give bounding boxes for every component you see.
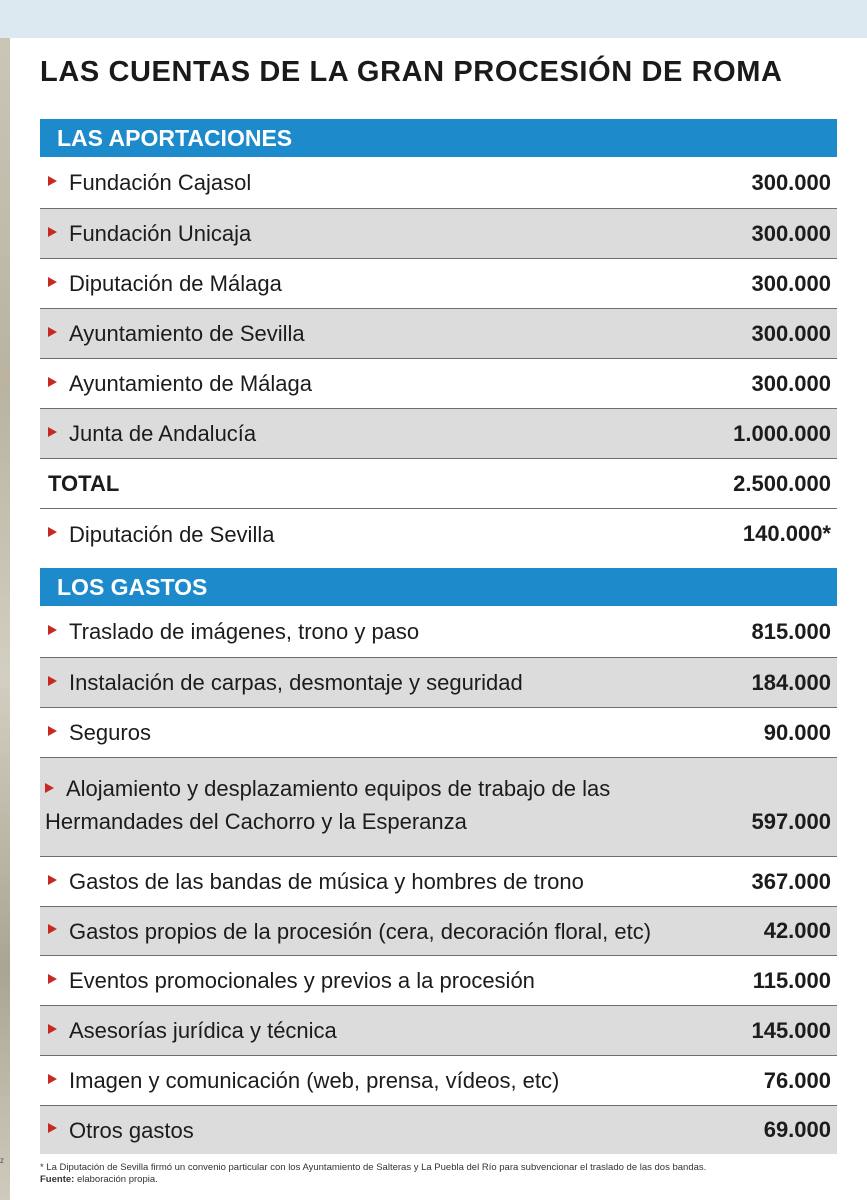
bullet-triangle-icon bbox=[48, 974, 57, 984]
table-row bbox=[40, 209, 837, 259]
bullet-triangle-icon bbox=[48, 924, 57, 934]
table-row bbox=[40, 509, 837, 559]
row-label-line2: Hermandades del Cachorro y la Esperanza bbox=[45, 809, 467, 834]
page-title: LAS CUENTAS DE LA GRAN PROCESIÓN DE ROMA bbox=[40, 56, 783, 88]
row-label: Gastos de las bandas de música y hombres de trono bbox=[69, 869, 584, 894]
total-value: 2.500.000 bbox=[733, 470, 831, 496]
adjacent-page-strip bbox=[0, 38, 10, 1200]
row-value: 597.000 bbox=[751, 809, 831, 834]
bullet-triangle-icon bbox=[48, 227, 57, 237]
row-label-line1: Alojamiento y desplazamiento equipos de trabajo de las bbox=[66, 776, 611, 801]
row-label: Fundación Cajasol bbox=[69, 170, 252, 195]
row-label: Traslado de imágenes, trono y paso bbox=[69, 619, 420, 644]
corner-mark: z bbox=[0, 1156, 4, 1165]
row-value: 300.000 bbox=[751, 270, 831, 296]
bullet-triangle-icon bbox=[48, 726, 57, 736]
table-row bbox=[40, 658, 837, 708]
bullet-triangle-icon bbox=[48, 676, 57, 686]
bullet-triangle-icon bbox=[48, 176, 57, 186]
row-value: 300.000 bbox=[751, 220, 831, 246]
row-value: 300.000 bbox=[751, 320, 831, 346]
row-value: 42.000 bbox=[763, 918, 831, 943]
row-label: Imagen y comunicación (web, prensa, vídeos, etc) bbox=[69, 1068, 560, 1093]
row-value: 300.000 bbox=[751, 169, 831, 195]
footnote-source bbox=[40, 1174, 840, 1186]
row-label: Seguros bbox=[69, 720, 151, 745]
aportaciones-table bbox=[40, 157, 837, 559]
bullet-triangle-icon bbox=[48, 1074, 57, 1084]
table-row bbox=[40, 708, 837, 758]
row-label: Ayuntamiento de Málaga bbox=[69, 371, 312, 396]
row-value: 815.000 bbox=[751, 618, 831, 644]
row-value: 300.000 bbox=[751, 370, 831, 396]
table-row bbox=[40, 606, 837, 658]
bullet-triangle-icon bbox=[48, 1024, 57, 1034]
table-row bbox=[40, 359, 837, 409]
section-header-gastos: LOS GASTOS bbox=[40, 568, 837, 606]
row-label: Gastos propios de la procesión (cera, decoración floral, etc) bbox=[69, 918, 652, 944]
table-row bbox=[40, 309, 837, 359]
footnote bbox=[40, 1162, 840, 1186]
bullet-triangle-icon bbox=[48, 327, 57, 337]
row-value: 367.000 bbox=[751, 868, 831, 894]
total-label: TOTAL bbox=[48, 471, 120, 496]
table-row bbox=[40, 409, 837, 459]
table-row bbox=[40, 857, 837, 907]
table-row bbox=[40, 157, 837, 209]
table-row bbox=[40, 1056, 837, 1106]
table-row bbox=[40, 758, 837, 857]
top-band bbox=[0, 0, 867, 38]
row-label: Asesorías jurídica y técnica bbox=[69, 1018, 337, 1043]
bullet-triangle-icon bbox=[48, 277, 57, 287]
bullet-triangle-icon bbox=[48, 625, 57, 635]
row-value: 69.000 bbox=[763, 1117, 831, 1142]
row-value: 115.000 bbox=[752, 967, 831, 993]
row-value: 140.000* bbox=[742, 521, 831, 546]
row-label: Otros gastos bbox=[69, 1117, 194, 1143]
row-label: Diputación de Málaga bbox=[69, 271, 282, 296]
bullet-triangle-icon bbox=[48, 377, 57, 387]
bullet-triangle-icon bbox=[48, 427, 57, 437]
bullet-triangle-icon bbox=[45, 783, 54, 793]
row-value: 76.000 bbox=[763, 1067, 831, 1093]
row-label: Junta de Andalucía bbox=[69, 421, 257, 446]
row-label: Fundación Unicaja bbox=[69, 221, 252, 246]
total-row bbox=[40, 459, 837, 509]
bullet-triangle-icon bbox=[48, 527, 57, 537]
row-label: Instalación de carpas, desmontaje y seguridad bbox=[69, 670, 523, 695]
row-value: 1.000.000 bbox=[733, 420, 831, 446]
row-label: Eventos promocionales y previos a la procesión bbox=[69, 968, 535, 993]
table-row bbox=[40, 907, 837, 956]
row-value: 90.000 bbox=[763, 719, 831, 745]
gastos-table bbox=[40, 606, 837, 1154]
source-value: elaboración propia. bbox=[76, 1174, 158, 1185]
table-row bbox=[40, 956, 837, 1006]
row-label: Diputación de Sevilla bbox=[69, 521, 275, 547]
row-value: 184.000 bbox=[751, 669, 831, 695]
row-label: Ayuntamiento de Sevilla bbox=[69, 321, 305, 346]
source-key: Fuente: bbox=[40, 1174, 75, 1185]
row-value: 145.000 bbox=[751, 1017, 831, 1043]
bullet-triangle-icon bbox=[48, 1123, 57, 1133]
table-row bbox=[40, 259, 837, 309]
table-row bbox=[40, 1006, 837, 1056]
table-row bbox=[40, 1106, 837, 1154]
section-header-aportaciones: LAS APORTACIONES bbox=[40, 119, 837, 157]
bullet-triangle-icon bbox=[48, 875, 57, 885]
footnote-note: * La Diputación de Sevilla firmó un convenio particular con los Ayuntamiento de Salteras y La Puebla del Río para subvencionar el traslado de las dos bandas. bbox=[40, 1162, 707, 1173]
